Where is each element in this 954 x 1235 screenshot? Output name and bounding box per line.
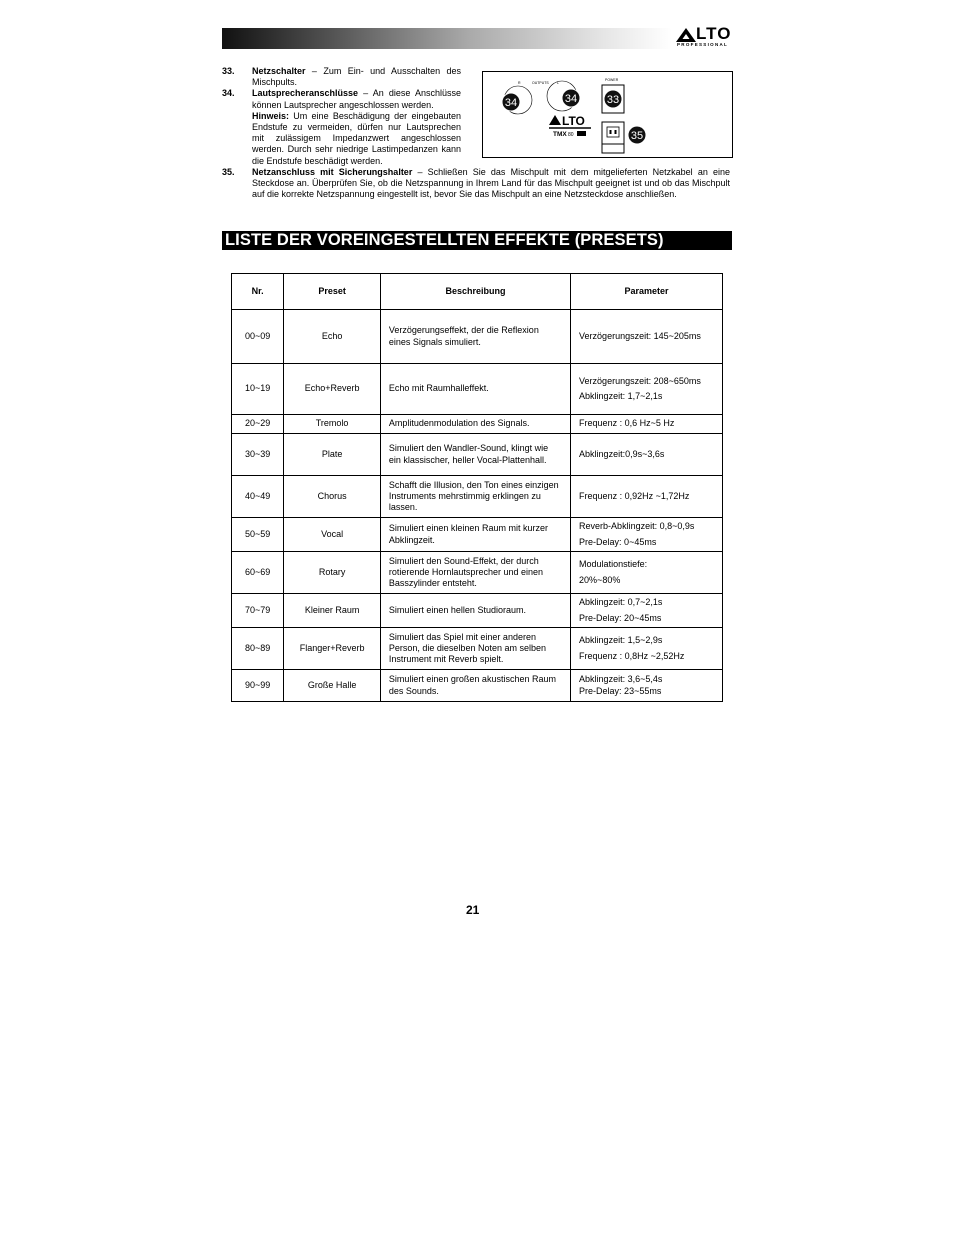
- jack-right-label: L: [557, 81, 559, 85]
- power-label: POWER: [605, 78, 619, 82]
- table-row: [232, 434, 723, 476]
- item-number: 35.: [222, 166, 235, 177]
- column-header-preset: Preset: [284, 274, 381, 310]
- table-row: [232, 364, 723, 415]
- callout-33: 33: [606, 94, 620, 106]
- item-35: [222, 167, 730, 201]
- model-suffix: 80: [568, 132, 574, 138]
- outputs-label: OUTPUTS: [532, 81, 549, 85]
- cell-nr: 00~09: [232, 310, 284, 364]
- cell-parameter: [571, 594, 723, 628]
- table-row: [232, 310, 723, 364]
- cell-parameter: [571, 364, 723, 415]
- cell-description: Schafft die Illusion, den Ton eines einzigen Instruments mehrstimmig erklingen zu lassen.: [380, 476, 570, 518]
- note-text: Um eine Beschädigung der eingebauten Endstufe zu vermeiden, dürfen nur Lautsprechen mit zulässigem Impedanzwert angeschlossen werden. Durch sehr niedrige Lastimpedanzen kann die Endstufe beschädigt werden.: [252, 110, 461, 166]
- callout-34-right: 34: [564, 93, 578, 105]
- cell-parameter: [571, 518, 723, 552]
- cell-preset: Vocal: [284, 518, 381, 552]
- page-header: [222, 24, 732, 49]
- parameter-line: Modulationstiefe:: [579, 559, 648, 570]
- fuse-holder-icon: [602, 144, 624, 153]
- parameter-line: Abklingzeit:0,9s~3,6s: [579, 448, 665, 459]
- parameter-line: Frequenz : 0,8Hz ~2,52Hz: [579, 650, 685, 661]
- callout-35: 35: [630, 130, 644, 142]
- callout-34-left: 34: [504, 97, 518, 109]
- cell-preset: Tremolo: [284, 415, 381, 434]
- cell-parameter: [571, 476, 723, 518]
- column-header-parameter: Parameter: [571, 274, 723, 310]
- cell-nr: 50~59: [232, 518, 284, 552]
- logo-triangle-icon: [676, 28, 696, 42]
- item-term: Netzanschluss mit Sicherungshalter: [252, 166, 413, 177]
- item-number: 34.: [222, 88, 235, 99]
- cell-nr: 10~19: [232, 364, 284, 415]
- cell-description: Simuliert den Wandler-Sound, klingt wie ein klassischer, heller Vocal-Plattenhall.: [380, 434, 570, 476]
- parameter-line: Abklingzeit: 1,5~2,9s: [579, 635, 663, 646]
- header-gradient-bar: [222, 28, 672, 49]
- cell-preset: Flanger+Reverb: [284, 628, 381, 670]
- rear-panel-diagram: [482, 71, 733, 158]
- item-note: [252, 111, 461, 167]
- cell-description: Verzögerungseffekt, der die Reflexion eines Signals simuliert.: [380, 310, 570, 364]
- presets-table: [231, 273, 723, 702]
- note-term: Hinweis:: [252, 110, 290, 121]
- diagram-brand: LTO: [562, 114, 585, 128]
- alto-logo: [676, 24, 732, 49]
- table-row: [232, 594, 723, 628]
- table-row: [232, 670, 723, 702]
- item-33: [222, 66, 461, 88]
- power-inlet-icon: [602, 122, 624, 144]
- cell-nr: 20~29: [232, 415, 284, 434]
- parameter-line: Verzögerungszeit: 145~205ms: [579, 330, 701, 341]
- cell-nr: 90~99: [232, 670, 284, 702]
- logo-text: LTO: [696, 24, 732, 43]
- parameter-line: 20%~80%: [579, 574, 621, 585]
- table-header-row: [232, 274, 723, 310]
- parameter-line: Abklingzeit: 3,6~5,4s: [579, 674, 663, 685]
- item-number: 33.: [222, 66, 235, 76]
- parameter-line: Reverb-Abklingzeit: 0,8~0,9s: [579, 521, 695, 532]
- parameter-line: Verzögerungszeit: 208~650ms: [579, 375, 701, 386]
- brand-triangle-icon: [549, 115, 561, 125]
- cell-nr: 30~39: [232, 434, 284, 476]
- parameter-line: Pre-Delay: 0~45ms: [579, 536, 657, 547]
- table-row: [232, 415, 723, 434]
- jack-left-label: R: [518, 81, 521, 85]
- cell-parameter: [571, 552, 723, 594]
- cell-parameter: [571, 628, 723, 670]
- column-header-nr: Nr.: [232, 274, 284, 310]
- model-text: TMX: [553, 131, 567, 138]
- item-term: Lautsprecheranschlüsse: [252, 88, 359, 99]
- item-text: – Zum Ein- und Ausschalten des Mischpults.: [252, 66, 461, 88]
- cell-parameter: [571, 434, 723, 476]
- section-heading-bar: [222, 231, 732, 250]
- item-text: – Schließen Sie das Mischpult mit dem mitgelieferten Netzkabel an eine Steckdose an. Überprüfen Sie, ob die Netzspannung in Ihrem Land für das Mischpult geeignet ist und ob das Mischpult auf die korrekte Netzspannung eingestellt ist, bevor Sie das Mischpult an eine Netzsteckdose anschließen.: [252, 166, 730, 200]
- page-number: 21: [466, 903, 480, 917]
- parameter-line: Pre-Delay: 23~55ms: [579, 685, 662, 696]
- cell-description: Amplitudenmodulation des Signals.: [380, 415, 570, 434]
- item-34: [222, 88, 461, 166]
- cell-description: Echo mit Raumhalleffekt.: [380, 364, 570, 415]
- cell-nr: 60~69: [232, 552, 284, 594]
- parameter-line: Pre-Delay: 20~45ms: [579, 612, 662, 623]
- parameter-line: Abklingzeit: 0,7~2,1s: [579, 597, 663, 608]
- table-row: [232, 518, 723, 552]
- cell-preset: Rotary: [284, 552, 381, 594]
- section-title: LISTE DER VOREINGESTELLTEN EFFEKTE (PRESETS): [225, 231, 664, 249]
- column-header-beschreibung: Beschreibung: [380, 274, 570, 310]
- cell-parameter: [571, 670, 723, 702]
- logo-subtitle: PROFESSIONAL: [677, 42, 729, 47]
- cell-description: Simuliert das Spiel mit einer anderen Person, die dieselben Noten am selben Instrument mit Reverb spielt.: [380, 628, 570, 670]
- table-row: [232, 628, 723, 670]
- cell-parameter: [571, 415, 723, 434]
- rear-panel-illustration: [483, 72, 732, 157]
- parameter-line: Frequenz : 0,6 Hz~5 Hz: [579, 418, 675, 429]
- item-term: Netzschalter: [252, 66, 306, 76]
- parameter-line: Frequenz : 0,92Hz ~1,72Hz: [579, 490, 690, 501]
- cell-nr: 70~79: [232, 594, 284, 628]
- table-row: [232, 476, 723, 518]
- cell-nr: 80~89: [232, 628, 284, 670]
- cell-preset: Kleiner Raum: [284, 594, 381, 628]
- table-row: [232, 552, 723, 594]
- parameter-line: Abklingzeit: 1,7~2,1s: [579, 391, 663, 401]
- cell-preset: Plate: [284, 434, 381, 476]
- cell-description: Simuliert einen großen akustischen Raum des Sounds.: [380, 670, 570, 702]
- cell-preset: Echo: [284, 310, 381, 364]
- cell-description: Simuliert den Sound-Effekt, der durch rotierende Hornlautsprecher und einen Basszylinder entsteht.: [380, 552, 570, 594]
- cell-parameter: [571, 310, 723, 364]
- cell-preset: Echo+Reverb: [284, 364, 381, 415]
- cell-description: Simuliert einen hellen Studioraum.: [380, 594, 570, 628]
- cell-preset: Chorus: [284, 476, 381, 518]
- cell-description: Simuliert einen kleinen Raum mit kurzer Abklingzeit.: [380, 518, 570, 552]
- cell-preset: Große Halle: [284, 670, 381, 702]
- item-text: – An diese Anschlüsse können Lautsprecher angeschlossen werden.: [252, 88, 461, 110]
- cell-nr: 40~49: [232, 476, 284, 518]
